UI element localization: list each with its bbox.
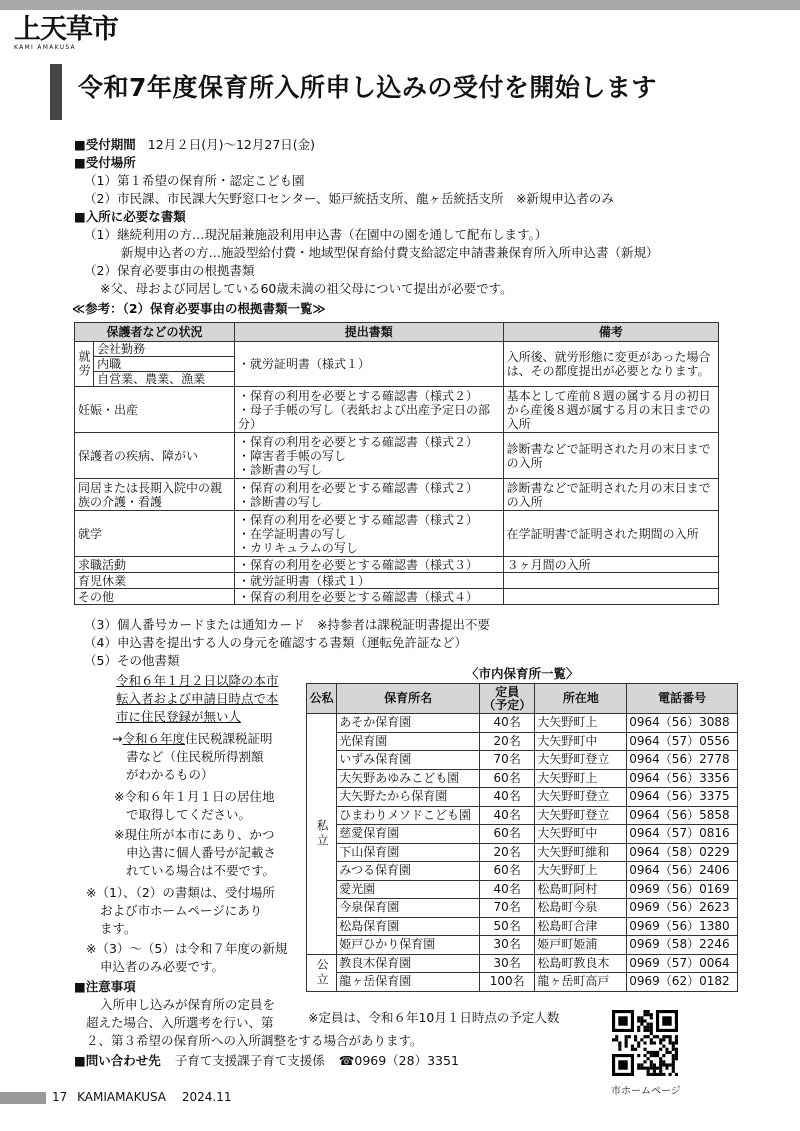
table-row — [307, 751, 738, 770]
daycare-address: 大矢野町中 — [535, 825, 627, 844]
status-cell: 保護者の疾病、障がい — [75, 433, 235, 479]
daycare-phone: 0969（58）2246 — [627, 936, 738, 955]
header-docs: 提出書類 — [234, 323, 503, 342]
phone-icon: ☎ — [338, 1053, 355, 1068]
daycare-capacity: 40名 — [480, 880, 535, 899]
daycare-address: 龍ヶ岳町高戸 — [535, 973, 627, 992]
daycare-capacity: 30名 — [480, 954, 535, 973]
logo-text: 上天草市 — [14, 14, 118, 45]
daycare-name: いずみ保育園 — [337, 751, 480, 770]
status-cell: 育児休業 — [75, 573, 235, 589]
table-row — [307, 806, 738, 825]
header-note: 備考 — [503, 323, 718, 342]
daycare-address: 大矢野町維和 — [535, 843, 627, 862]
daycare-capacity: 60名 — [480, 825, 535, 844]
table-header-row — [75, 323, 719, 342]
daycare-capacity: 70名 — [480, 899, 535, 918]
daycare-name: 下山保育園 — [337, 843, 480, 862]
daycare-body — [307, 714, 738, 992]
table-row — [75, 511, 719, 557]
notes-line: 超えた場合、入所選考を行い、第 — [86, 1015, 274, 1030]
docs-cell: ・就労証明書（様式１） — [234, 573, 503, 589]
daycare-phone: 0969（56）2623 — [627, 899, 738, 918]
qr-code-icon — [612, 1010, 678, 1076]
daycare-capacity: 30名 — [480, 936, 535, 955]
daycare-address: 松島町今泉 — [535, 899, 627, 918]
daycare-address: 大矢野町登立 — [535, 788, 627, 807]
table-row — [307, 973, 738, 992]
place-item-2: （2）市民課、市民課大矢野窓口センター、姫戸統括支所、龍ヶ岳統括支所 ※新規申込者のみ — [84, 191, 614, 206]
daycare-phone: 0964（56）3375 — [627, 788, 738, 807]
daycare-capacity: 60名 — [480, 862, 535, 881]
daycare-phone: 0964（56）2778 — [627, 751, 738, 770]
work-label: 就労 — [75, 342, 94, 387]
item-3: （3）個人番号カードまたは通知カード ※持参者は課税証明書提出不要 — [84, 617, 490, 632]
contact-label: ■問い合わせ先 — [74, 1053, 161, 1068]
note-cell: 在学証明書で証明された期間の入所 — [503, 511, 718, 557]
work-type-2: 内職 — [94, 357, 235, 372]
docs-cell: ・保育の利用を必要とする確認書（様式４） — [234, 589, 503, 605]
table-row — [307, 769, 738, 788]
daycare-phone: 0969（56）0169 — [627, 880, 738, 899]
daycare-phone: 0964（58）0229 — [627, 843, 738, 862]
condition-line: 市に住民登録が無い人 — [116, 709, 242, 724]
notes-line: 入所申し込みが保育所の定員を — [100, 997, 276, 1012]
header-address: 所在地 — [535, 684, 627, 714]
daycare-capacity: 50名 — [480, 917, 535, 936]
daycare-phone: 0969（56）1380 — [627, 917, 738, 936]
note-line: 申込書に個人番号が記載さ — [126, 845, 277, 860]
daycare-address: 大矢野町上 — [535, 862, 627, 881]
table-row — [307, 880, 738, 899]
daycare-name: 愛光園 — [337, 880, 480, 899]
note-line: ます。 — [100, 921, 137, 936]
arrow-icon: → — [112, 731, 123, 746]
city-logo — [14, 14, 118, 54]
table-row — [75, 387, 719, 433]
daycare-name: ひまわりメソドこども園 — [337, 806, 480, 825]
table-row — [75, 557, 719, 573]
status-cell: 求職活動 — [75, 557, 235, 573]
doc-line: ・母子手帳の写し（表紙および出産予定日の部分） — [237, 402, 490, 431]
daycare-name: 松島保育園 — [337, 917, 480, 936]
note-cell: 診断書などで証明された月の末日までの入所 — [503, 433, 718, 479]
docs-cell — [234, 479, 503, 511]
daycare-name: 姫戸ひかり保育園 — [337, 936, 480, 955]
docs-cell — [234, 387, 503, 433]
reference-title: ≪参考：（2）保育必要事由の根拠書類一覧≫ — [72, 301, 326, 316]
daycare-phone: 0969（57）0064 — [627, 954, 738, 973]
private-label: 私立 — [307, 714, 337, 955]
doc-line: ・診断書の写し — [237, 462, 322, 477]
table-row — [75, 342, 719, 357]
status-cell: その他 — [75, 589, 235, 605]
header-capacity-2: （予定） — [483, 697, 532, 712]
note-cell: 診断書などで証明された月の末日までの入所 — [503, 479, 718, 511]
daycare-address: 大矢野町上 — [535, 769, 627, 788]
daycare-name: 大矢野あゆみこども園 — [337, 769, 480, 788]
doc-line: ・保育の利用を必要とする確認書（様式２） — [237, 480, 478, 495]
docs-cell: ・保育の利用を必要とする確認書（様式３） — [234, 557, 503, 573]
notes-line: ２、第３希望の保育所への入所調整をする場合があります。 — [86, 1033, 423, 1048]
daycare-name: 大矢野たから保育園 — [337, 788, 480, 807]
table-row — [75, 433, 719, 479]
daycare-capacity: 100名 — [480, 973, 535, 992]
header-type: 公私 — [307, 684, 337, 714]
requirements-table — [74, 322, 719, 605]
period-value: 12月２日(月)～12月27日(金) — [147, 137, 316, 152]
contact-phone: 0969（28）3351 — [354, 1053, 459, 1068]
note-line: ※（3）～（5）は令和７年度の新規 — [86, 941, 288, 956]
top-bar — [0, 0, 800, 10]
status-cell: 就学 — [75, 511, 235, 557]
daycare-name: 教良木保育園 — [337, 954, 480, 973]
daycare-name: あそか保育園 — [337, 714, 480, 733]
daycare-footnote: ※定員は、令和６年10月１日時点の予定人数 — [308, 1010, 560, 1025]
table-row — [75, 573, 719, 589]
daycare-phone: 0969（62）0182 — [627, 973, 738, 992]
docs-cell — [234, 511, 503, 557]
daycare-name: みつる保育園 — [337, 862, 480, 881]
issue-date: 2024.11 — [181, 1090, 232, 1104]
daycare-capacity: 40名 — [480, 806, 535, 825]
magazine-name: KAMIAMAKUSA — [77, 1090, 167, 1104]
daycare-address: 松島町教良木 — [535, 954, 627, 973]
required-doc-year: 令和６年度 — [122, 731, 185, 746]
table-row — [307, 843, 738, 862]
place-item-1: （1）第１希望の保育所・認定こども園 — [84, 173, 305, 188]
doc-line: ・保育の利用を必要とする確認書（様式２） — [237, 512, 478, 527]
note-cell — [503, 589, 718, 605]
table-header-row — [307, 684, 738, 714]
daycare-capacity: 40名 — [480, 714, 535, 733]
note-cell — [503, 573, 718, 589]
daycare-address: 大矢野町中 — [535, 732, 627, 751]
condition-line: 転入者および申請日時点で本 — [116, 691, 279, 706]
daycare-name: 慈愛保育園 — [337, 825, 480, 844]
daycare-address: 松島町阿村 — [535, 880, 627, 899]
daycare-address: 大矢野町上 — [535, 714, 627, 733]
daycare-address: 松島町合津 — [535, 917, 627, 936]
daycare-title: 〈市内保育所一覧〉 — [466, 666, 579, 681]
header-phone: 電話番号 — [627, 684, 738, 714]
doc-line: ・保育の利用を必要とする確認書（様式２） — [237, 434, 478, 449]
daycare-phone: 0964（56）5858 — [627, 806, 738, 825]
doc-line: ・在学証明書の写し — [237, 526, 346, 541]
footer — [52, 1090, 231, 1104]
table-row — [307, 825, 738, 844]
table-row — [75, 479, 719, 511]
table-row — [307, 714, 738, 733]
title-accent-bar — [50, 64, 62, 120]
daycare-phone: 0964（56）3356 — [627, 769, 738, 788]
daycare-address: 大矢野町登立 — [535, 806, 627, 825]
table-row — [307, 788, 738, 807]
daycare-table — [306, 683, 738, 992]
contact-line — [74, 1052, 459, 1070]
period-label: ■受付期間 — [74, 137, 136, 152]
contact-dept: 子育て支援課子育て支援係 — [174, 1053, 325, 1068]
work-note: 入所後、就労形態に変更があった場合は、その都度提出が必要となります。 — [503, 342, 718, 387]
required-doc-line — [112, 730, 273, 748]
note-line: れている場合は不要です。 — [126, 863, 276, 878]
work-type-1: 会社勤務 — [94, 342, 235, 357]
note-cell: 基本として産前８週の属する月の初日から産後８週が属する月の末日までの入所 — [503, 387, 718, 433]
table-row — [307, 936, 738, 955]
note-line: ※（1）、（2）の書類は、受付場所 — [86, 885, 275, 900]
header-capacity-1: 定員 — [495, 684, 520, 699]
doc-line: ・診断書の写し — [237, 494, 322, 509]
header-status: 保護者などの状況 — [75, 323, 235, 342]
notes-label: ■注意事項 — [74, 979, 136, 994]
daycare-address: 大矢野町登立 — [535, 751, 627, 770]
daycare-name: 光保育園 — [337, 732, 480, 751]
header-capacity — [480, 684, 535, 714]
table-row — [307, 917, 738, 936]
condition-line: 令和６年１月２日以降の本市 — [116, 673, 279, 688]
table-row — [75, 589, 719, 605]
status-cell: 同居または長期入院中の親族の介護・看護 — [75, 479, 235, 511]
status-cell: 妊娠・出産 — [75, 387, 235, 433]
docs-line-1: （1）継続利用の方…現況届兼施設利用申込書（在園中の園を通して配布します。） — [84, 227, 548, 242]
docs-line-2: 新規申込者の方…施設型給付費・地域型保育給付費支給認定申請書兼保育所入所申込書（新規） — [121, 245, 659, 260]
work-type-3: 自営業、農業、漁業 — [94, 372, 235, 387]
daycare-address: 姫戸町姫浦 — [535, 936, 627, 955]
daycare-capacity: 20名 — [480, 732, 535, 751]
item-4: （4）申込書を提出する人の身元を確認する書類（運転免許証など） — [84, 635, 467, 650]
logo-subtext: KAMI AMAKUSA — [14, 44, 76, 51]
daycare-capacity: 20名 — [480, 843, 535, 862]
docs-line-3: （2）保育必要事由の根拠書類 — [84, 263, 255, 278]
footer-band — [0, 1092, 46, 1104]
docs-cell — [234, 433, 503, 479]
doc-line: ・障害者手帳の写し — [237, 448, 346, 463]
doc-line: ・保育の利用を必要とする確認書（様式２） — [237, 388, 478, 403]
required-doc-line: がわかるもの） — [126, 767, 214, 782]
note-line: および市ホームページにあり — [100, 903, 263, 918]
table-row — [307, 899, 738, 918]
required-doc-line: 書など（住民税所得割額 — [126, 749, 264, 764]
note-line: ※現住所が本市にあり、かつ — [114, 827, 275, 842]
note-line: で取得してください。 — [126, 807, 252, 822]
period-line — [74, 136, 315, 154]
table-row — [307, 954, 738, 973]
public-label: 公立 — [307, 954, 337, 991]
required-doc-name: 住民税課税証明 — [185, 731, 273, 746]
daycare-phone: 0964（57）0816 — [627, 825, 738, 844]
daycare-capacity: 40名 — [480, 788, 535, 807]
daycare-phone: 0964（56）3088 — [627, 714, 738, 733]
work-docs: ・就労証明書（様式１） — [234, 342, 503, 387]
note-cell: ３ヶ月間の入所 — [503, 557, 718, 573]
table-row — [307, 862, 738, 881]
daycare-name: 龍ヶ岳保育園 — [337, 973, 480, 992]
daycare-capacity: 60名 — [480, 769, 535, 788]
daycare-phone: 0964（57）0556 — [627, 732, 738, 751]
header-name: 保育所名 — [337, 684, 480, 714]
docs-label: ■入所に必要な書類 — [74, 209, 186, 224]
note-line: ※令和６年１月１日の居住地 — [114, 789, 275, 804]
page-number: 17 — [52, 1090, 68, 1104]
table-row — [307, 732, 738, 751]
doc-line: ・カリキュラムの写し — [237, 540, 358, 555]
page-title: 令和7年度保育所入所申し込みの受付を開始します — [78, 73, 657, 102]
qr-caption: 市ホームページ — [611, 1086, 681, 1097]
item-5: （5）その他書類 — [84, 653, 180, 668]
place-label: ■受付場所 — [74, 155, 136, 170]
note-line: 申込者のみ必要です。 — [100, 959, 225, 974]
daycare-capacity: 70名 — [480, 751, 535, 770]
daycare-name: 今泉保育園 — [337, 899, 480, 918]
docs-line-4: ※父、母および同居している60歳未満の祖父母について提出が必要です。 — [100, 281, 513, 296]
daycare-phone: 0964（56）2406 — [627, 862, 738, 881]
